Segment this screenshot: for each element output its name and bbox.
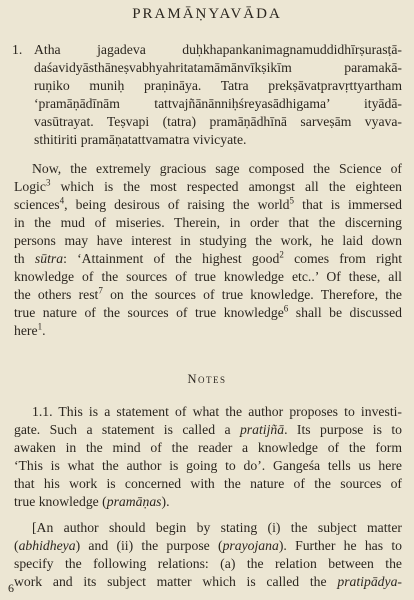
text-run: the others rest	[14, 287, 99, 302]
translation-line	[14, 215, 402, 231]
note-line	[14, 476, 402, 492]
footnote-ref: 6	[283, 303, 289, 314]
text-run: that his work is concerned with the nature of the sources of	[14, 476, 402, 491]
text-run: that is immersed	[294, 197, 402, 212]
footnote-ref: 4	[59, 195, 65, 206]
translation-line	[14, 179, 402, 195]
verse-line: Atha jagadeva duḥkhapankanimagnamuddidhīrṣurasṭā-	[34, 42, 402, 57]
text-run: ). Further he has to	[278, 538, 402, 553]
text-run: which is the most respected amongst all the eighteen	[50, 179, 402, 194]
note-line	[14, 494, 170, 510]
footnote-ref: 2	[279, 249, 284, 260]
text-run: Logic	[14, 179, 46, 194]
translation-line	[14, 323, 45, 339]
text-run: shall be discussed	[288, 305, 402, 320]
text-run: 1.1. This is a statement of what the author proposes to investi-	[32, 404, 402, 419]
text-run: comes from right	[283, 251, 402, 266]
verse-line: daśavidyāsthāneṣvabhyahritatamāmānvīkṣikīm paramakā-	[34, 60, 402, 75]
footnote-ref: 3	[45, 177, 51, 188]
running-head: PRAMĀṆYAVĀDA	[132, 6, 282, 22]
italic-term: prayojana	[222, 538, 279, 553]
page-number: 6	[8, 581, 14, 595]
text-run: here	[14, 323, 38, 338]
verse-number: 1.	[12, 42, 23, 57]
italic-term: pramāṇas	[106, 494, 162, 509]
text-run: persons may have interest in studying the work, he laid down	[14, 233, 402, 248]
note-line	[14, 458, 402, 474]
text-run: ) and (ii) the purpose (	[75, 538, 223, 553]
translation-line	[14, 197, 402, 213]
text-run: on the sources of true knowledge. Therefore, the	[102, 287, 402, 302]
verse-line: vasūtrayat. Teṣvapi (tatra) pramāṇādhīnā sarveṣām vyava-	[34, 114, 402, 129]
translation-line	[14, 305, 402, 321]
note-line	[32, 520, 402, 536]
note-line	[14, 556, 402, 572]
text-run: awaken in the mind of the reader a knowledge of the form	[14, 440, 402, 455]
note-line	[32, 404, 402, 420]
text-run: gate. Such a statement is called a	[14, 422, 240, 437]
translation-line	[14, 251, 402, 267]
translation-line	[14, 233, 402, 249]
note-line	[14, 440, 402, 456]
translation-line	[14, 269, 402, 285]
italic-term: pratijñā	[239, 422, 285, 437]
text-run: in the mud of miseries. Therein, in order that the discerning	[14, 215, 402, 230]
text-run: (	[14, 538, 19, 553]
text-run: ‘This is what the author is going to do’. Gangeśa tells us here	[14, 458, 402, 473]
verse-line: ruṇiko muniḥ praṇināya. Tatra prekṣāvatpravṛttyartham	[34, 78, 402, 93]
text-run: .	[42, 323, 46, 338]
text-run: work and its subject matter which is called the	[14, 574, 338, 589]
italic-term: sūtra	[34, 251, 64, 266]
verse-line: ‘pramāṇādīnām tattvajñānānniḥśreyasādhigama’ ityādā-	[34, 96, 402, 111]
text-run: Now, the extremely gracious sage composed the Science of	[32, 161, 402, 176]
text-run: knowledge of the sources of true knowledge etc..’ Of these, all	[14, 269, 402, 284]
text-run: true nature of the sources of true knowledge	[14, 305, 284, 320]
translation-line	[32, 161, 402, 177]
text-run: sciences	[14, 197, 60, 212]
italic-term: abhidheya	[18, 538, 76, 553]
text-run: specify the following relations: (a) the relation between the	[14, 556, 402, 571]
note-line	[14, 574, 402, 590]
verse-line: sthitiriti pramāṇatattvamatra vivicyate.	[34, 132, 247, 147]
text-run: true knowledge (	[14, 494, 107, 509]
footnote-ref: 5	[289, 195, 295, 206]
text-run: [An author should begin by stating (i) the subject matter	[32, 520, 402, 535]
note-line	[14, 422, 402, 438]
notes-heading: Notes	[187, 372, 227, 386]
note-line	[14, 538, 402, 554]
text-run: ).	[161, 494, 170, 509]
footnote-ref: 1	[37, 321, 43, 332]
text-run: : ‘Attainment of the highest good	[63, 251, 280, 266]
footnote-ref: 7	[98, 285, 103, 296]
text-run: , being desirous of raising the world	[64, 197, 290, 212]
italic-term: pratipādya-	[337, 574, 402, 589]
text-run: . Its purpose is to	[284, 422, 402, 437]
translation-line	[14, 287, 402, 303]
text-run: th	[14, 251, 35, 266]
